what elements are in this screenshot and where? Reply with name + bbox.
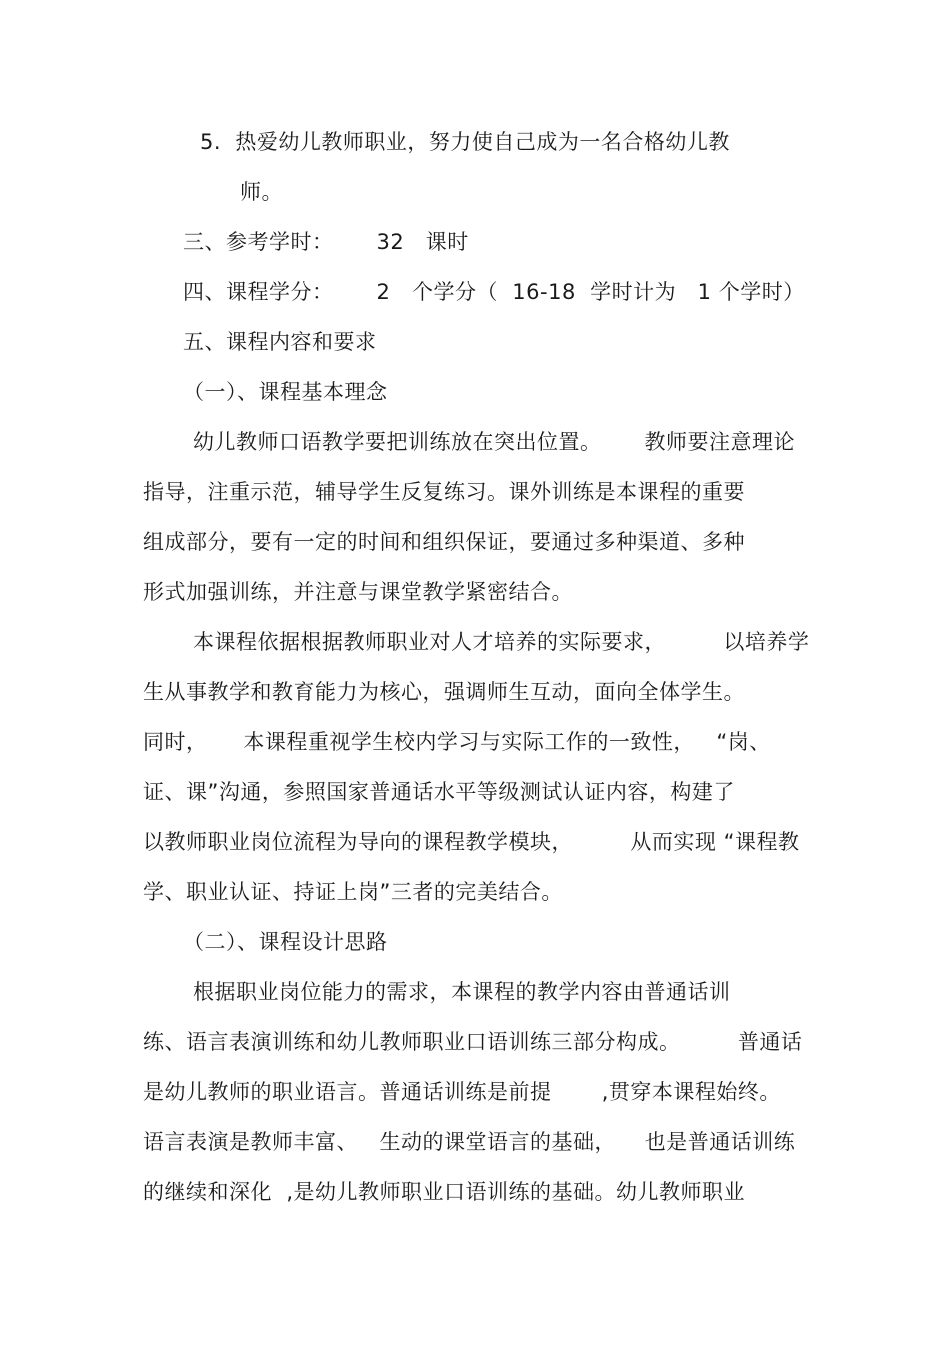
paragraph-line: 是幼儿教师的职业语言。普通话训练是前提 ,贯穿本课程始终。 <box>143 1080 781 1104</box>
section-heading-content: 五、课程内容和要求 <box>183 330 377 354</box>
paragraph-line: 同时， 本课程重视学生校内学习与实际工作的一致性， “岗、 <box>143 730 771 754</box>
paragraph-line: 形式加强训练，并注意与课堂教学紧密结合。 <box>143 580 573 604</box>
list-item-5-line-1: 5. 热爱幼儿教师职业，努力使自己成为一名合格幼儿教 <box>200 130 730 154</box>
paragraph-line: 学、职业认证、持证上岗”三者的完美结合。 <box>143 880 563 904</box>
paragraph-line: 根据职业岗位能力的需求，本课程的教学内容由普通话训 <box>193 980 731 1004</box>
paragraph-line: 幼儿教师口语教学要把训练放在突出位置。 教师要注意理论 <box>193 430 796 454</box>
section-heading-credits: 四、课程学分： 2 个学分（ 16-18 学时计为 1 个学时） <box>183 280 805 304</box>
paragraph-line: 练、语言表演训练和幼儿教师职业口语训练三部分构成。 普通话 <box>143 1030 803 1054</box>
subsection-heading-philosophy: （一）、课程基本理念 <box>183 380 388 404</box>
subsection-heading-design: （二）、课程设计思路 <box>183 930 388 954</box>
paragraph-line: 以教师职业岗位流程为导向的课程教学模块， 从而实现 “课程教 <box>143 830 800 854</box>
paragraph-line: 证、课”沟通，参照国家普通话水平等级测试认证内容，构建了 <box>143 780 735 804</box>
paragraph-line: 的继续和深化 ,是幼儿教师职业口语训练的基础。幼儿教师职业 <box>143 1180 746 1204</box>
paragraph-line: 本课程依据根据教师职业对人才培养的实际要求， 以培养学 <box>193 630 810 654</box>
paragraph-line: 指导，注重示范，辅导学生反复练习。课外训练是本课程的重要 <box>143 480 745 504</box>
paragraph-line: 组成部分，要有一定的时间和组织保证，要通过多种渠道、多种 <box>143 530 745 554</box>
paragraph-line: 语言表演是教师丰富、 生动的课堂语言的基础， 也是普通话训练 <box>143 1130 796 1154</box>
section-heading-reference-hours: 三、参考学时： 32 课时 <box>183 230 469 254</box>
paragraph-line: 生从事教学和教育能力为核心，强调师生互动，面向全体学生。 <box>143 680 745 704</box>
list-item-5-line-2: 师。 <box>240 180 283 204</box>
